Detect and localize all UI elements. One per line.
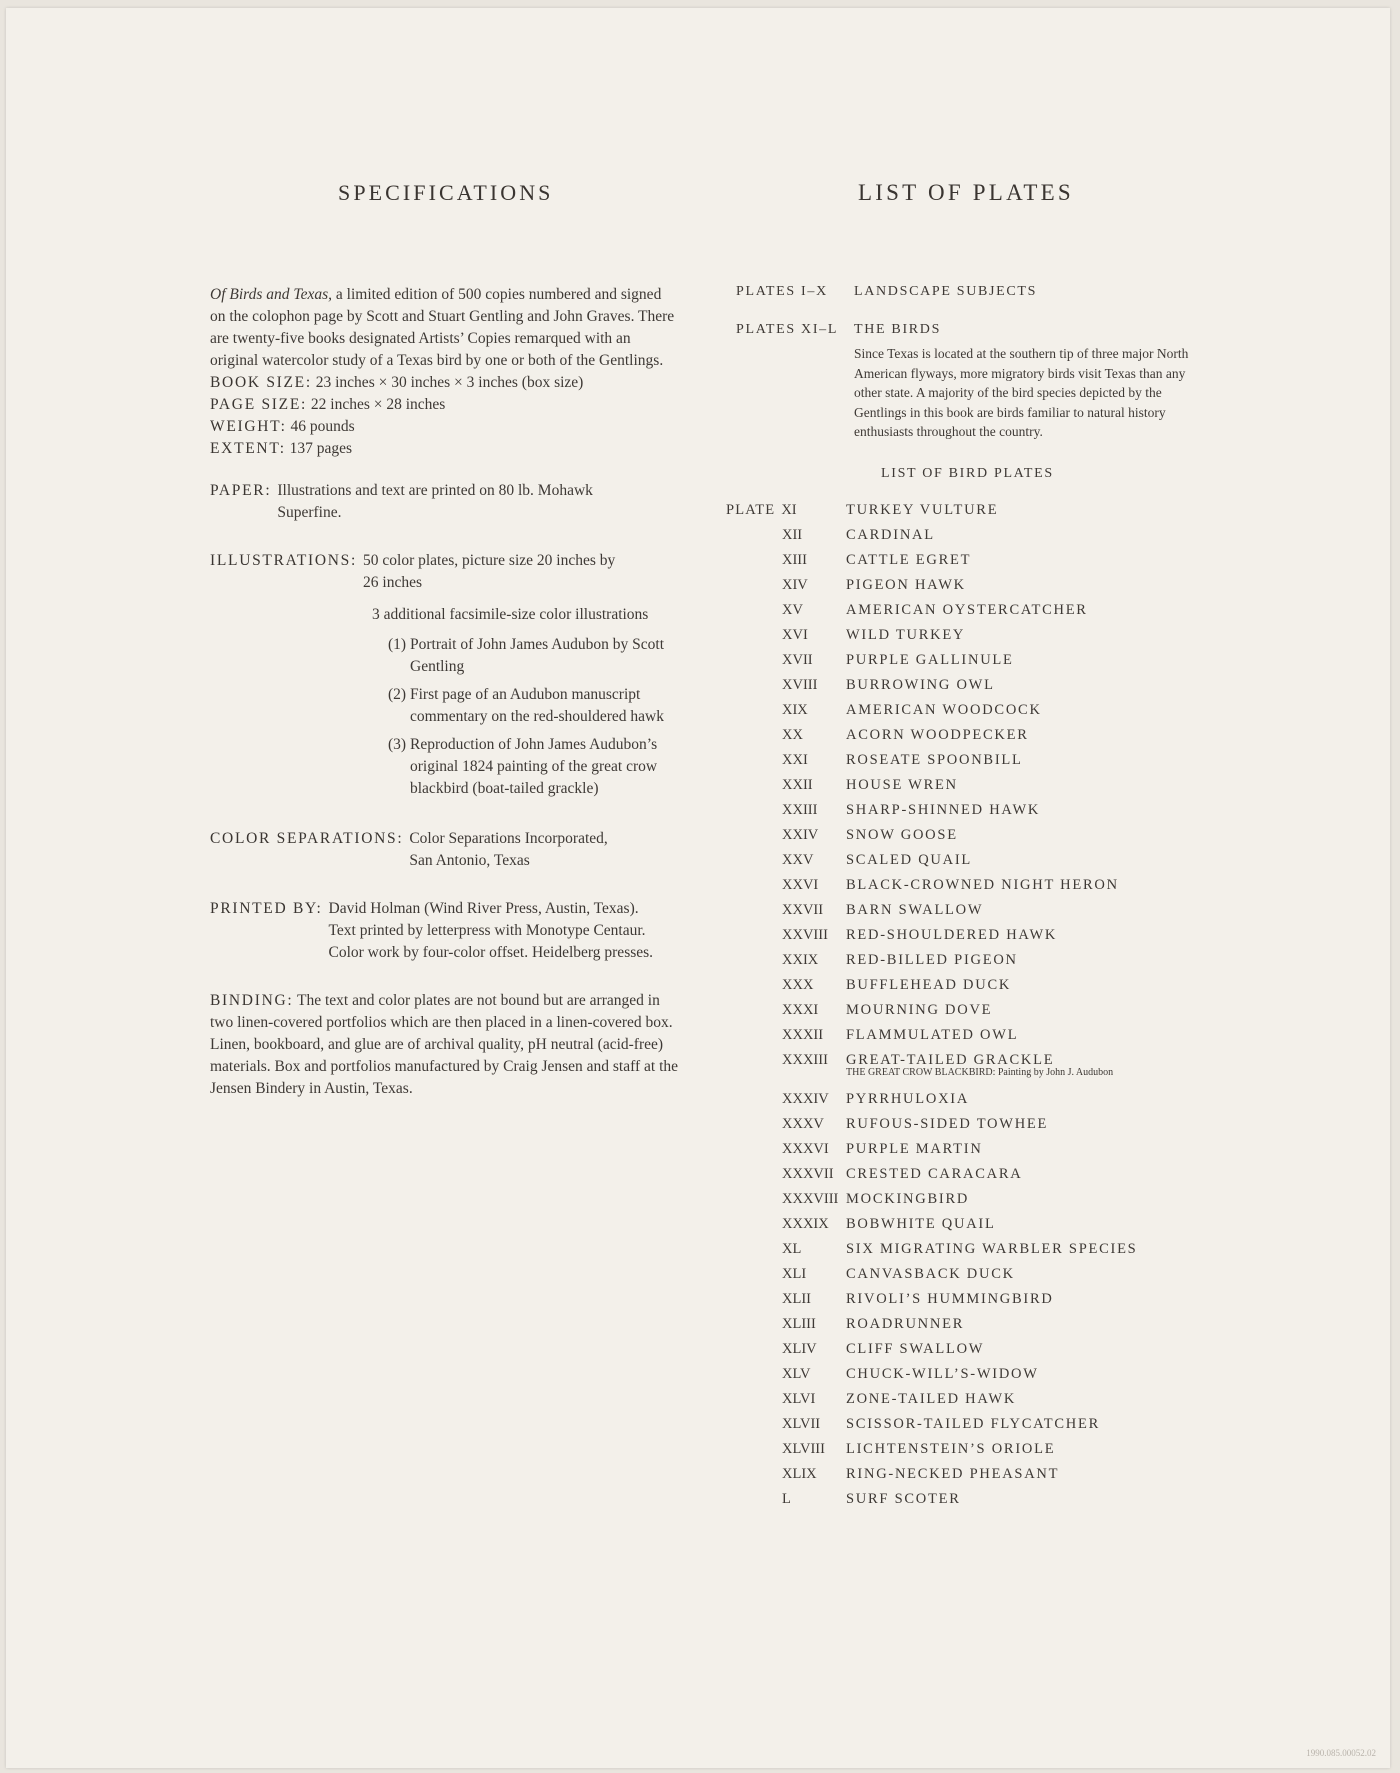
plate-number: XII (782, 526, 803, 543)
plate-row (726, 948, 1226, 973)
paper-value: Illustrations and text are printed on 80 lb. Mohawk Superfine. (277, 482, 593, 521)
bird-plates-heading: LIST OF BIRD PLATES (881, 465, 1054, 481)
plate-number: XLIII (782, 1315, 816, 1332)
bird-name: CRESTED CARACARA (846, 1165, 1023, 1182)
plate-row (726, 848, 1226, 873)
plate-number: L (782, 1490, 791, 1507)
plate-row (726, 998, 1226, 1023)
intro-text: a limited edition of 500 copies numbered and signed on the colophon page by Scott and Stuart Gentling and John Graves. There are twenty-five books designated Artists’ Copies remarqued with an original watercolor study of a Texas bird by one or both of the Gentlings. (210, 286, 675, 369)
page-size-spec (210, 394, 680, 416)
illustration-item: (3) Reproduction of John James Audubon’s original 1824 painting of the great crow blackbird (boat-tailed grackle) (388, 736, 658, 797)
illustrations-extra: 3 additional facsimile-size color illustrations (372, 606, 649, 623)
plate-row (726, 1187, 1226, 1212)
plate-number: XXXVI (782, 1140, 829, 1157)
plate-number: XXX (782, 976, 814, 993)
section2-label: PLATES XI–L (736, 322, 839, 337)
plate-row (726, 698, 1226, 723)
color-separations-value: Color Separations Incorporated, San Antonio, Texas (409, 830, 608, 869)
plate-row (726, 1287, 1226, 1312)
paper-spec (210, 480, 680, 524)
bird-name: PYRRHULOXIA (846, 1090, 970, 1107)
plate-row (726, 973, 1226, 998)
bird-plate-list (726, 498, 1226, 1512)
bird-name: BOBWHITE QUAIL (846, 1215, 996, 1232)
bird-name: AMERICAN OYSTERCATCHER (846, 601, 1088, 618)
bird-name: PIGEON HAWK (846, 576, 966, 593)
plate-row (726, 1362, 1226, 1387)
illustrations-label: ILLUSTRATIONS: (210, 552, 358, 569)
plate-number: XLVIII (782, 1440, 825, 1457)
plate-number: XXIV (782, 826, 819, 843)
plate-row (726, 923, 1226, 948)
intro-paragraph (210, 284, 680, 372)
bird-name: LICHTENSTEIN’S ORIOLE (846, 1440, 1056, 1457)
plate-number: XXXIV (782, 1090, 829, 1107)
bird-name: WILD TURKEY (846, 626, 966, 643)
plate-number: XXIX (782, 951, 819, 968)
plate-row (726, 1137, 1226, 1162)
bird-name: SCALED QUAIL (846, 851, 972, 868)
plate-row (726, 673, 1226, 698)
plate-number: XXII (782, 776, 813, 793)
plate-row (726, 898, 1226, 923)
plate-number: XLV (782, 1365, 811, 1382)
bird-name: GREAT-TAILED GRACKLE (846, 1051, 1055, 1068)
bird-name: RED-BILLED PIGEON (846, 951, 1018, 968)
bird-name: SURF SCOTER (846, 1490, 961, 1507)
plates-section-landscape (726, 284, 1226, 300)
plate-number: XXI (782, 751, 808, 768)
bird-name: MOCKINGBIRD (846, 1190, 970, 1207)
binding-label: BINDING: (210, 992, 294, 1009)
bird-name: MOURNING DOVE (846, 1001, 993, 1018)
extent-label: EXTENT: (210, 440, 286, 457)
specifications-heading: SPECIFICATIONS (338, 180, 554, 205)
plate-row (726, 498, 1226, 523)
plate-row (726, 1412, 1226, 1437)
plate-number: XLII (782, 1290, 811, 1307)
plate-row (726, 1162, 1226, 1187)
plate-row (726, 1112, 1226, 1137)
section1-title: LANDSCAPE SUBJECTS (854, 284, 1038, 299)
bird-name: RING-NECKED PHEASANT (846, 1465, 1060, 1482)
plate-number: XLIV (782, 1340, 817, 1357)
illustrations-value: 50 color plates, picture size 20 inches by 26 inches (363, 552, 616, 591)
book-title: Of Birds and Texas, (210, 286, 333, 303)
plate-number: XIII (782, 551, 807, 568)
binding-spec (210, 990, 680, 1100)
page-sheet (6, 8, 1390, 1768)
extent-spec (210, 438, 680, 460)
color-separations-spec (210, 828, 680, 872)
section2-body (854, 322, 1214, 442)
plate-number: XXIII (782, 801, 818, 818)
accession-mark: 1990.085.00052.02 (1306, 1748, 1376, 1758)
plate-number: XXXI (782, 1001, 819, 1018)
plate-number: XX (782, 726, 803, 743)
binding-value: The text and color plates are not bound but are arranged in two linen-covered portfolios which are then placed in a linen-covered box. Linen, bookboard, and glue are of archival quality, pH neutral (acid-free) materials. Box and portfolios manufactured by Craig Jensen and staff at the Jensen Bindery in Austin, Texas. (210, 992, 679, 1097)
bird-name: PURPLE GALLINULE (846, 651, 1014, 668)
bird-name: CHUCK-WILL’S-WIDOW (846, 1365, 1039, 1382)
plate-number: XXXIX (782, 1215, 829, 1232)
plate-number: XXXIII (782, 1051, 828, 1068)
plate-row (726, 623, 1226, 648)
plate-number: XXV (782, 851, 814, 868)
paper-label: PAPER: (210, 482, 272, 499)
plate-row (726, 1023, 1226, 1048)
plate-number: XXXV (782, 1115, 824, 1132)
bird-name: PURPLE MARTIN (846, 1140, 983, 1157)
plate-number: XXVII (782, 901, 824, 918)
plate-number: XIX (782, 701, 808, 718)
printed-by-label: PRINTED BY: (210, 900, 323, 917)
plate-number: XXVIII (782, 926, 828, 943)
plate-number: XLVII (782, 1415, 821, 1432)
plate-number: XXXVII (782, 1165, 834, 1182)
bird-name: ZONE-TAILED HAWK (846, 1390, 1017, 1407)
bird-name: RIVOLI’S HUMMINGBIRD (846, 1290, 1054, 1307)
plate-row (726, 648, 1226, 673)
bird-name: TURKEY VULTURE (846, 501, 999, 518)
book-size-label: BOOK SIZE: (210, 374, 312, 391)
plate-row (726, 523, 1226, 548)
plates-section-birds (726, 322, 1226, 442)
plate-number: PLATE XI (726, 501, 797, 518)
list-of-plates-heading: LIST OF PLATES (858, 180, 1074, 205)
plate-number: XL (782, 1240, 802, 1257)
bird-name: RUFOUS-SIDED TOWHEE (846, 1115, 1049, 1132)
specifications-column (210, 284, 680, 1100)
plate-row (726, 773, 1226, 798)
bird-name: SNOW GOOSE (846, 826, 958, 843)
weight-value: 46 pounds (290, 418, 355, 435)
plate-row (726, 1212, 1226, 1237)
plate-row (726, 573, 1226, 598)
plate-row (726, 1462, 1226, 1487)
plate-note: THE GREAT CROW BLACKBIRD: Painting by John J. Audubon (846, 1066, 1114, 1078)
extent-value: 137 pages (289, 440, 353, 457)
section2-description: Since Texas is located at the southern tip of three major North American flyways, more migratory birds visit Texas than any other state. A majority of the bird species depicted by the Gentlings in this book are birds familiar to natural history enthusiasts throughout the country. (854, 346, 1189, 439)
bird-name: BUFFLEHEAD DUCK (846, 976, 1012, 993)
bird-name: SIX MIGRATING WARBLER SPECIES (846, 1240, 1138, 1257)
bird-name: HOUSE WREN (846, 776, 958, 793)
plate-row (726, 548, 1226, 573)
section2-title: THE BIRDS (854, 322, 942, 337)
plate-number: XV (782, 601, 803, 618)
page-size-label: PAGE SIZE: (210, 396, 308, 413)
plate-row (726, 1437, 1226, 1462)
plate-row (726, 1337, 1226, 1362)
color-separations-label: COLOR SEPARATIONS: (210, 830, 404, 847)
bird-name: FLAMMULATED OWL (846, 1026, 1019, 1043)
illustrations-spec (210, 550, 680, 594)
printed-by-spec (210, 898, 680, 964)
plate-number: XLIX (782, 1465, 817, 1482)
plate-number: XLVI (782, 1390, 816, 1407)
bird-name: AMERICAN WOODCOCK (846, 701, 1042, 718)
plate-row (726, 723, 1226, 748)
plate-number: XVIII (782, 676, 818, 693)
bird-name: SHARP-SHINNED HAWK (846, 801, 1041, 818)
plate-number: XIV (782, 576, 808, 593)
bird-name: BURROWING OWL (846, 676, 995, 693)
bird-name: CATTLE EGRET (846, 551, 972, 568)
plate-row (726, 873, 1226, 898)
plate-number: XVII (782, 651, 813, 668)
bird-name: ROSEATE SPOONBILL (846, 751, 1023, 768)
printed-by-value: David Holman (Wind River Press, Austin, Texas). Text printed by letterpress with Monotype Centaur. Color work by four-color offset. Heidelberg presses. (328, 900, 654, 961)
book-size-value: 23 inches × 30 inches × 3 inches (box size) (315, 374, 584, 391)
plate-number: XLI (782, 1265, 807, 1282)
plate-row (726, 1237, 1226, 1262)
bird-name: ROADRUNNER (846, 1315, 965, 1332)
bird-name: CARDINAL (846, 526, 935, 543)
plate-row (726, 1312, 1226, 1337)
section1-label: PLATES I–X (736, 284, 828, 299)
plate-row (726, 598, 1226, 623)
illustrations-list (388, 634, 678, 800)
illustration-item: (1) Portrait of John James Audubon by Scott Gentling (388, 636, 665, 675)
plate-row (726, 798, 1226, 823)
bird-name: BLACK-CROWNED NIGHT HERON (846, 876, 1119, 893)
plates-column (726, 284, 1226, 1512)
illustration-item: (2) First page of an Audubon manuscript commentary on the red-shouldered hawk (388, 686, 664, 725)
plate-number: XXXII (782, 1026, 824, 1043)
weight-spec (210, 416, 680, 438)
bird-name: SCISSOR-TAILED FLYCATCHER (846, 1415, 1100, 1432)
plate-number: XXVI (782, 876, 819, 893)
bird-name: RED-SHOULDERED HAWK (846, 926, 1058, 943)
weight-label: WEIGHT: (210, 418, 287, 435)
plate-row (726, 823, 1226, 848)
bird-name: CANVASBACK DUCK (846, 1265, 1015, 1282)
bird-name: BARN SWALLOW (846, 901, 984, 918)
plate-label: PLATE (726, 501, 776, 518)
bird-name: ACORN WOODPECKER (846, 726, 1029, 743)
plate-row (726, 1387, 1226, 1412)
book-size-spec (210, 372, 680, 394)
plate-number: XXXVIII (782, 1190, 839, 1207)
plate-row (726, 1087, 1226, 1112)
bird-name: CLIFF SWALLOW (846, 1340, 985, 1357)
plate-number: XVI (782, 626, 808, 643)
page-size-value: 22 inches × 28 inches (310, 396, 446, 413)
plate-row (726, 748, 1226, 773)
plate-row (726, 1262, 1226, 1287)
plate-row (726, 1487, 1226, 1512)
